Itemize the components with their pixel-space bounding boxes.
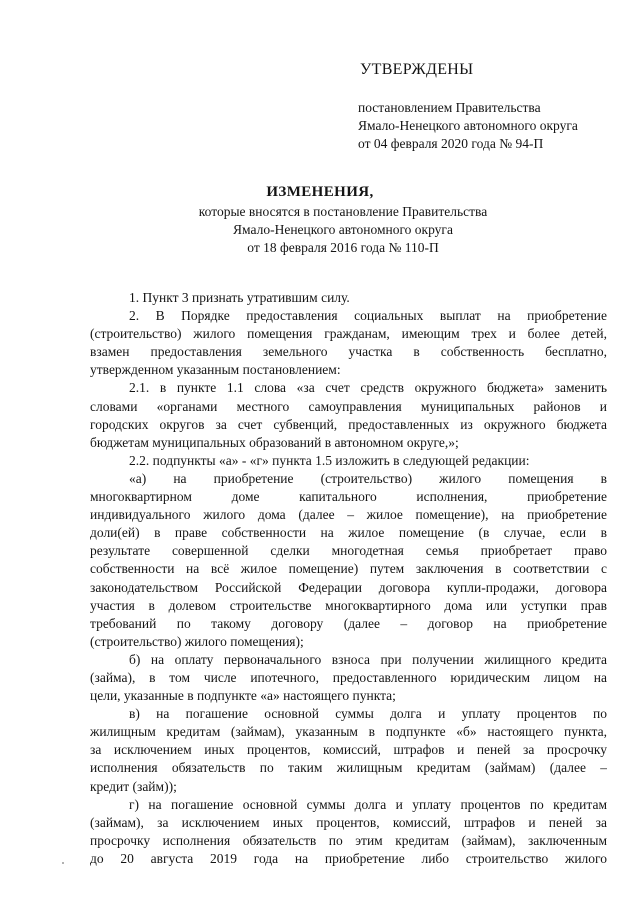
document-body — [90, 289, 607, 868]
body-line: (займа), в том числе ипотечного, предоставленного юридическим лицом на — [90, 669, 607, 685]
body-line: 2.2. подпункты «а» - «г» пункта 1.5 изложить в следующей редакции: — [129, 452, 530, 468]
body-line: (займам), за исключением иных процентов, комиссий, штрафов и пеней за — [90, 814, 607, 830]
body-line: 1. Пункт 3 признать утратившим силу. — [129, 290, 350, 305]
body-line: словами «органами местного самоуправления муниципальных районов и — [90, 398, 607, 414]
decree-line: Ямало-Ненецкого автономного округа — [358, 118, 578, 133]
subtitle-line: Ямало-Ненецкого автономного округа — [233, 222, 453, 237]
approval-heading: УТВЕРЖДЕНЫ — [360, 61, 474, 78]
subtitle-line: которые вносятся в постановление Правительства — [198, 204, 488, 219]
subtitle-line: от 18 февраля 2016 года № 110-П — [247, 240, 439, 255]
scan-speck — [62, 862, 64, 864]
body-line: доли(ей) в праве собственности на жилое помещение (в случае, если в — [90, 525, 607, 541]
body-line: просрочку исполнения обязательств по этим кредитам (займам), заключенным — [90, 832, 607, 848]
body-line: взамен предоставления земельного участка в собственность бесплатно, — [90, 344, 607, 360]
body-line: в) на погашение основной суммы долга и уплату процентов по — [129, 706, 607, 722]
body-line: бюджетам муниципальных образований в автономном округе,»; — [90, 434, 459, 450]
body-line: «а) на приобретение (строительство) жилого помещения в — [129, 470, 607, 486]
body-line: 2. В Порядке предоставления социальных выплат на приобретение — [129, 308, 607, 324]
body-line: цели, указанные в подпункте «а» настоящего пункта; — [90, 688, 396, 704]
body-line: (строительство) жилого помещения); — [90, 633, 304, 649]
body-line: кредит (займ)); — [90, 778, 177, 794]
body-line: городских округов за счет субвенций, предоставленных из окружного бюджета — [90, 416, 607, 432]
body-line: требований по такому договору (далее – договор на приобретение — [90, 615, 607, 631]
body-line: б) на оплату первоначального взноса при получении жилищного кредита — [129, 651, 607, 667]
body-line: результате совершенной сделки многодетная семья приобретает право — [90, 543, 607, 559]
body-line: (строительство) жилого помещения гражданам, имеющим трех и более детей, — [90, 326, 607, 342]
body-line: утвержденном указанным постановлением: — [90, 362, 341, 378]
body-line: участия в долевом строительстве многоквартирного дома или уступки прав — [90, 597, 607, 613]
decree-line: от 04 февраля 2020 года № 94-П — [358, 136, 544, 151]
body-line: за исключением иных процентов, комиссий, штрафов и пеней за просрочку — [90, 742, 607, 758]
body-line: до 20 августа 2019 года на приобретение либо строительство жилого — [90, 850, 607, 866]
body-line: многоквартирном доме капитального исполнения, приобретение — [90, 489, 607, 505]
body-line: 2.1. в пункте 1.1 слова «за счет средств окружного бюджета» заменить — [129, 380, 607, 396]
body-line: собственности на всё жилое помещение) путем заключения в соответствии с — [90, 561, 607, 577]
approval-decree-reference — [358, 99, 578, 153]
body-line: законодательством Российской Федерации договора купли-продажи, договора — [90, 579, 607, 595]
body-line: исполнения обязательств по таким жилищным кредитам (займам) (далее – — [90, 760, 607, 776]
document-subtitle — [0, 203, 640, 257]
decree-line: постановлением Правительства — [358, 100, 541, 115]
document-title: ИЗМЕНЕНИЯ, — [266, 184, 374, 200]
body-line: индивидуального жилого дома (далее – жилое помещение), на приобретение — [90, 507, 607, 523]
body-line: жилищным кредитам (займам), указанным в подпункте «б» настоящего пункта, — [90, 724, 607, 740]
body-line: г) на погашение основной суммы долга и уплату процентов по кредитам — [129, 796, 607, 812]
